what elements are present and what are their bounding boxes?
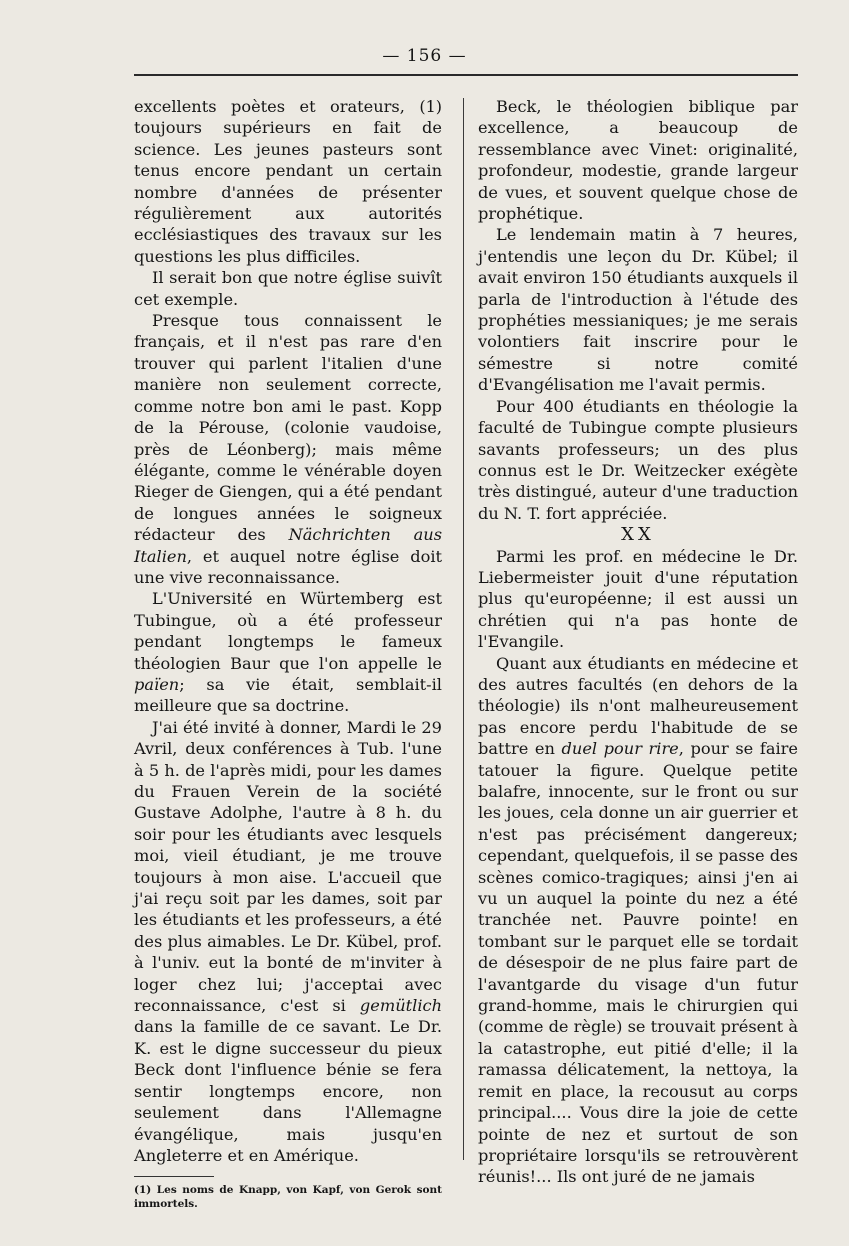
left-column bbox=[134, 96, 442, 1211]
italic-title: Nächrichten aus Italien bbox=[134, 525, 442, 566]
right-paragraph-5 bbox=[478, 653, 798, 1188]
text-span: J'ai été invité à donner, Mardi le 29 Avril, deux conférences à Tub. l'une à 5 h. de l'après midi, pour les dames du Frauen Verein de la société Gustave Adolphe, l'autre à 8 h. du soir pour les étudiants avec lesquels moi, vieil étudiant, je me trouve toujours à mon aise. L'accueil que j'ai reçu soit par les dames, soit par les étudiants et les professeurs, a été des plus aimables. Le Dr. Kübel, prof. à l'univ. eut la bonté de m'inviter à loger chez lui; j'acceptai avec reconnaissance, c'est si bbox=[134, 717, 442, 1016]
section-mark: XX bbox=[621, 524, 655, 546]
right-paragraph-2: Le lendemain matin à 7 heures, j'entendis une leçon du Dr. Kübel; il avait environ 150 étudiants auxquels il parla de l'introduction à l'étude des prophéties messianiques; je me serais volontiers fait inscrire pour le sémestre si notre comité d'Evangélisation me l'avait permis. bbox=[478, 225, 798, 395]
footnote: (1) Les noms de Knapp, von Kapf, von Gerok sont immortels. bbox=[134, 1184, 442, 1211]
footnote-reference: (1) bbox=[419, 97, 442, 116]
left-paragraph-4 bbox=[134, 588, 442, 716]
left-paragraph-2: Il serait bon que notre église suivît cet exemple. bbox=[134, 268, 442, 309]
right-paragraph-3: Pour 400 étudiants en théologie la faculté de Tubingue compte plusieurs savants professeurs; un des plus connus est le Dr. Weitzecker exégète très distingué, auteur d'une traduction du N. T. fort appréciée. bbox=[478, 396, 798, 523]
left-paragraph-1 bbox=[134, 96, 442, 267]
text-span: , et auquel notre église doit une vive reconnaissance. bbox=[134, 546, 442, 587]
right-column bbox=[478, 96, 798, 1188]
text-span: excellents poètes et orateurs, bbox=[134, 97, 420, 116]
column-divider bbox=[463, 98, 464, 1160]
footnote-rule bbox=[134, 1176, 214, 1177]
text-span: L'Université en Würtemberg est Tubingue, où a été professeur pendant longtemps le fameux théologien Baur que l'on appelle le bbox=[134, 589, 442, 673]
left-paragraph-3 bbox=[134, 310, 442, 588]
text-span: dans la famille de ce savant. Le Dr. K. est le digne successeur du pieux Beck dont l'influence bénie se fera sentir longtemps encore, non seulement dans l'Allemagne évangélique, mais jusqu'en Angleterre et en Amérique. bbox=[134, 1017, 442, 1165]
text-span: , pour se faire tatouer la figure. Quelque petite balafre, innocente, sur le front ou sur les joues, cela donne un air guerrier et n'est pas précisément dangereux; cependant, quelquefois, il se passe des scènes comico-tragiques; ainsi j'en ai vu un auquel la pointe du nez a été tranchée net. Pauvre pointe! en tombant sur le parquet elle se tordait de désespoir de ne plus faire part de l'avantgarde du visage d'un futur grand-homme, mais le chirurgien qui (comme de règle) se trouvait présent à la catastrophe, eut pitié d'elle; il la ramassa délicatement, la nettoya, la remit en place, la recousut au corps principal.... Vous dire la joie de cette pointe de nez et surtout de son propriétaire lorsqu'ils se retrouvèrent réunis!... Ils ont juré de ne jamais bbox=[478, 739, 798, 1187]
page-number: — 156 — bbox=[382, 46, 467, 66]
text-span: Presque tous connaissent le français, et il n'est pas rare d'en trouver qui parlent l'italien d'une manière non seulement correcte, comme notre bon ami le past. Kopp de la Pérouse, (colonie vaudoise, près de Léonberg); mais même élégante, comme le vénérable doyen Rieger de Giengen, qui a été pendant de longues années le soigneux rédacteur des bbox=[134, 311, 442, 545]
text-span: toujours supérieurs en fait de science. Les jeunes pasteurs sont tenus encore pendant un certain nombre d'années de présenter régulièrement aux autorités ecclésiastiques des travaux sur les questions les plus difficiles. bbox=[134, 118, 442, 266]
text-span: ; sa vie était, semblait-il meilleure que sa doctrine. bbox=[134, 674, 442, 716]
italic-phrase: duel pour rire bbox=[561, 739, 679, 759]
left-paragraph-5 bbox=[134, 717, 442, 1167]
italic-word: gemütlich bbox=[359, 996, 442, 1016]
italic-word: païen bbox=[134, 674, 180, 694]
header-rule bbox=[134, 74, 798, 76]
right-paragraph-1: Beck, le théologien biblique par excellence, a beaucoup de ressemblance avec Vinet: originalité, profondeur, modestie, grande largeur de vues, et souvent quelque chose de prophétique. bbox=[478, 97, 798, 224]
text-span: Quant aux étudiants en médecine et des autres facultés (en dehors de la théologie) ils n'ont malheureusement pas encore perdu l'habitude de se battre en bbox=[478, 653, 798, 759]
right-paragraph-4: Parmi les prof. en médecine le Dr. Liebermeister jouit d'une réputation plus qu'européenne; il est aussi un chrétien qui n'a pas honte de l'Evangile. bbox=[478, 546, 798, 652]
